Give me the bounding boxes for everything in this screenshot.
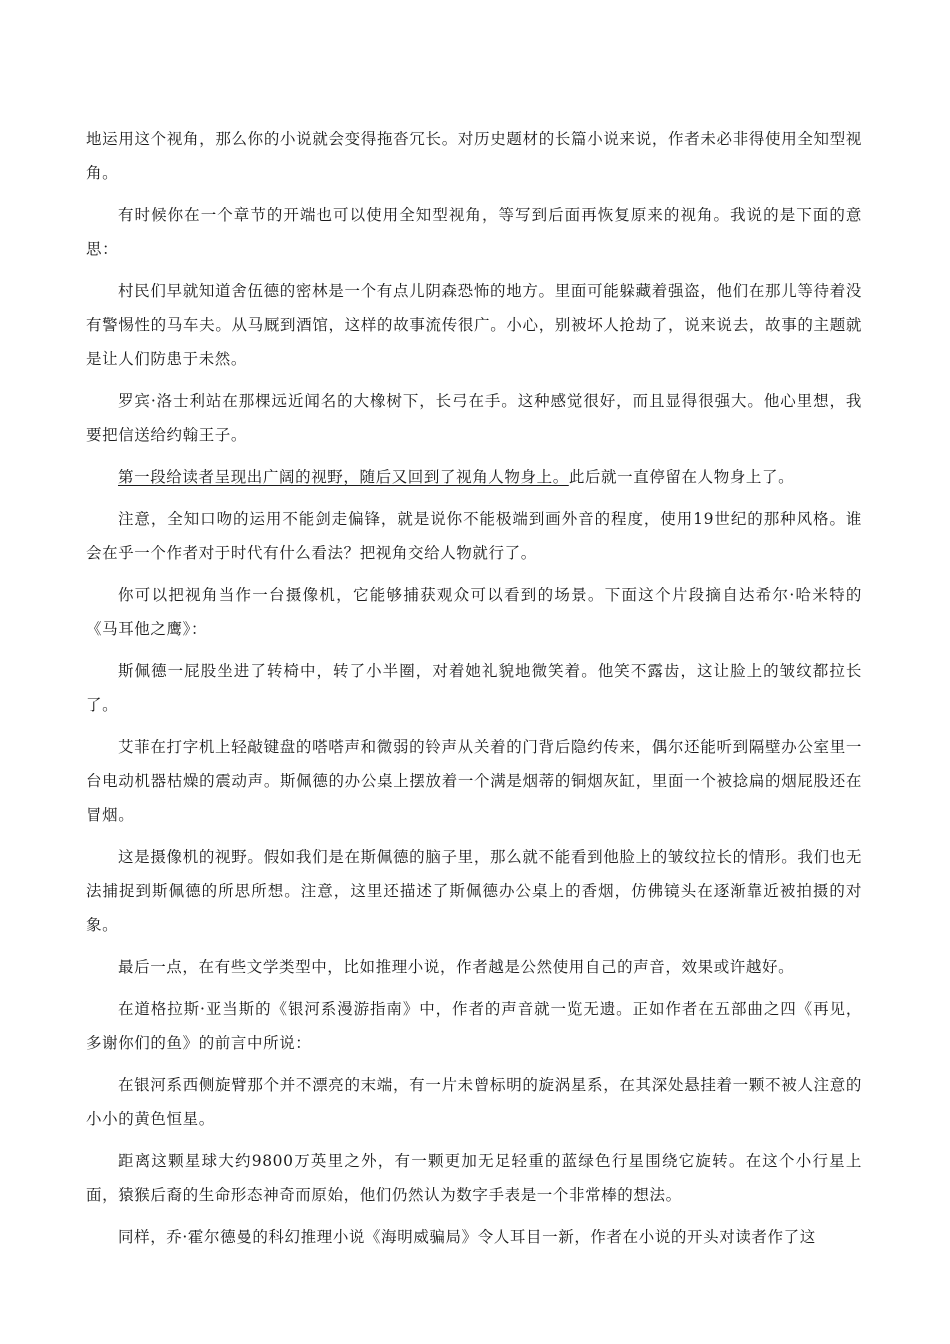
quoted-paragraph: 在银河系西侧旋臂那个并不漂亮的末端，有一片未曾标明的旋涡星系，在其深处悬挂着一颗不被人注意的小小的黄色恒星。 xyxy=(86,1076,862,1128)
quoted-paragraph: 斯佩德一屁股坐进了转椅中，转了小半圈，对着她礼貌地微笑着。他笑不露齿，这让脸上的皱纹都拉长了。 xyxy=(86,662,862,714)
document-body xyxy=(86,122,862,1262)
paragraph: 在道格拉斯·亚当斯的《银河系漫游指南》中，作者的声音就一览无遗。正如作者在五部曲之四《再见，多谢你们的鱼》的前言中所说： xyxy=(86,1000,862,1052)
quoted-paragraph: 艾菲在打字机上轻敲键盘的嗒嗒声和微弱的铃声从关着的门背后隐约传来，偶尔还能听到隔壁办公室里一台电动机器枯燥的震动声。斯佩德的办公桌上摆放着一个满是烟蒂的铜烟灰缸，里面一个被捻扁的烟屁股还在冒烟。 xyxy=(86,738,862,824)
sentence: 此后就一直停留在人物身上了。 xyxy=(568,468,795,486)
paragraph: 最后一点，在有些文学类型中，比如推理小说，作者越是公然使用自己的声音，效果或许越好。 xyxy=(118,958,795,976)
paragraph: 注意，全知口吻的运用不能剑走偏锋，就是说你不能极端到画外音的程度，使用19世纪的那种风格。谁会在乎一个作者对于时代有什么看法？把视角交给人物就行了。 xyxy=(86,510,862,562)
paragraph: 同样，乔·霍尔德曼的科幻推理小说《海明威骗局》令人耳目一新，作者在小说的开头对读者作了这 xyxy=(118,1228,816,1246)
paragraph: 你可以把视角当作一台摄像机，它能够捕获观众可以看到的场景。下面这个片段摘自达希尔·哈米特的《马耳他之鹰》： xyxy=(86,586,862,638)
quoted-paragraph: 罗宾·洛士利站在那棵远近闻名的大橡树下，长弓在手。这种感觉很好，而且显得很强大。他心里想，我要把信送给约翰王子。 xyxy=(86,392,862,444)
paragraph: 有时候你在一个章节的开端也可以使用全知型视角，等写到后面再恢复原来的视角。我说的是下面的意思： xyxy=(86,206,862,258)
quoted-paragraph: 村民们早就知道舍伍德的密林是一个有点儿阴森恐怖的地方。里面可能躲藏着强盗，他们在那儿等待着没有警惕性的马车夫。从马厩到酒馆，这样的故事流传很广。小心，别被坏人抢劫了，说来说去，故事的主题就是让人们防患于未然。 xyxy=(86,282,862,368)
paragraph: 这是摄像机的视野。假如我们是在斯佩德的脑子里，那么就不能看到他脸上的皱纹拉长的情形。我们也无法捕捉到斯佩德的所思所想。注意，这里还描述了斯佩德办公桌上的香烟，仿佛镜头在逐渐靠近被拍摄的对象。 xyxy=(86,848,862,934)
quoted-paragraph: 距离这颗星球大约9800万英里之外，有一颗更加无足轻重的蓝绿色行星围绕它旋转。在这个小行星上面，猿猴后裔的生命形态神奇而原始，他们仍然认为数字手表是一个非常棒的想法。 xyxy=(86,1152,862,1204)
paragraph-underlined xyxy=(86,460,862,494)
paragraph-continuation: 地运用这个视角，那么你的小说就会变得拖沓冗长。对历史题材的长篇小说来说，作者未必非得使用全知型视角。 xyxy=(86,130,862,182)
underlined-sentence: 第一段给读者呈现出广阔的视野，随后又回到了视角人物身上。 xyxy=(118,468,569,486)
